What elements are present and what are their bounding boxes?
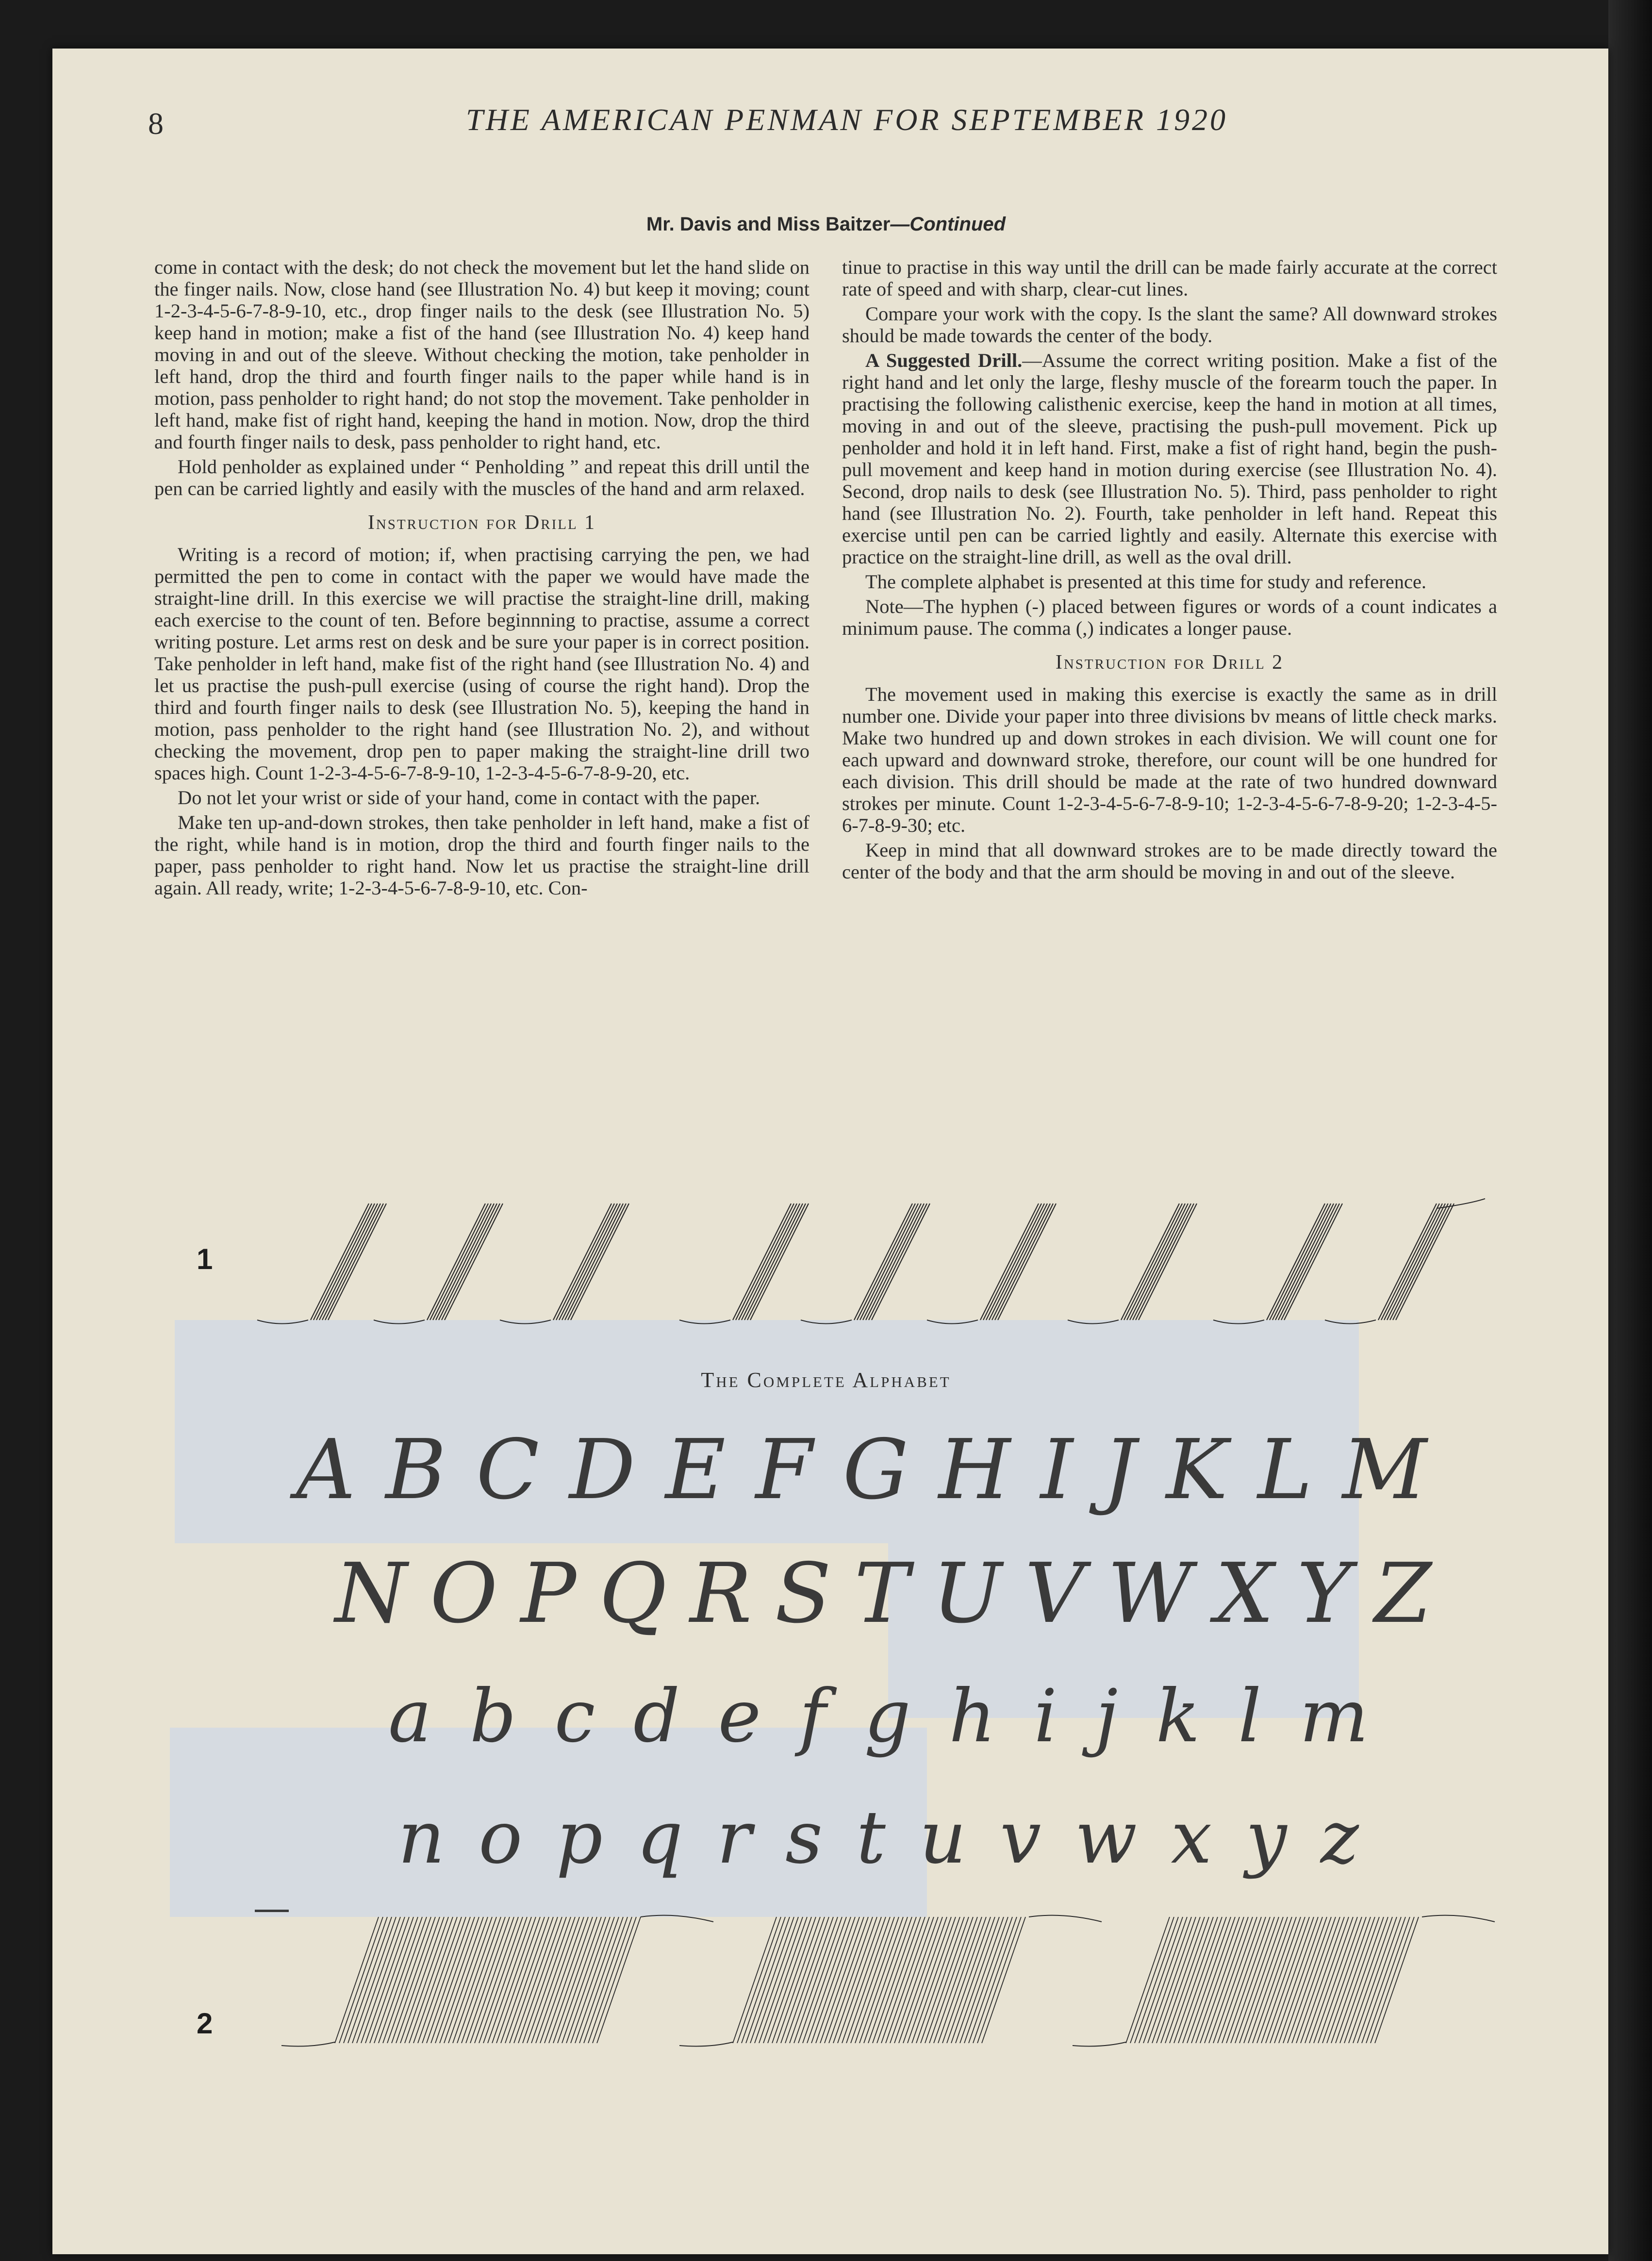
- drill1-heading: Instruction for Drill 1: [367, 512, 596, 534]
- pen-stroke: [430, 1204, 488, 1320]
- pen-stroke: [311, 1204, 369, 1320]
- pen-stroke: [559, 1204, 617, 1320]
- letter-s: s: [785, 1796, 823, 1880]
- letter-M: M: [1342, 1422, 1427, 1518]
- connecting-stroke: [1422, 1915, 1495, 1922]
- article-heading-names: Mr. Davis and Miss Baitzer: [646, 214, 891, 235]
- connecting-stroke: [801, 1320, 852, 1324]
- pen-stroke: [436, 1204, 494, 1320]
- pen-stroke: [750, 1204, 809, 1320]
- letter-L: L: [1257, 1422, 1313, 1518]
- letter-o: o: [479, 1796, 523, 1880]
- letter-p: p: [556, 1796, 603, 1880]
- letter-t: t: [856, 1796, 886, 1880]
- pen-stroke: [433, 1204, 491, 1320]
- letter-B: B: [385, 1422, 446, 1518]
- letter-Y: Y: [1297, 1546, 1352, 1642]
- pen-stroke: [1393, 1204, 1451, 1320]
- pen-stroke: [1381, 1204, 1439, 1320]
- pen-stroke: [739, 1204, 797, 1320]
- letter-K: K: [1166, 1422, 1228, 1518]
- letter-U: U: [932, 1546, 1002, 1642]
- letter-J: J: [1103, 1422, 1136, 1518]
- connecting-stroke: [1029, 1915, 1102, 1922]
- letter-n: n: [398, 1796, 445, 1880]
- letter-l: l: [1238, 1674, 1262, 1759]
- letter-E: E: [665, 1422, 726, 1518]
- pen-stroke: [866, 1204, 924, 1320]
- pen-stroke: [568, 1204, 626, 1320]
- suggested-drill-text: —Assume the correct writing position. Make a fist of the right hand and let only the large, fleshy muscle of the forearm touch the paper. In practising the following calisthenic exercise, keep the hand in motion at all times, moving in and out of the sleeve, practising the push-pull movement. Pick up penholder and hold it in left hand. First, make a fist of right hand, begin the push-pull movement and keep hand in motion during exercise (see Illustration No. 4). Second, drop nails to desk (see Illustration No. 5). Third, pass penholder to right hand (see Illustration No. 2). Fourth, take penholder in left hand. Repeat this exercise until pen can be carried lightly and easily. Alternate this exercise with practice on the straight-line drill, as well as the oval drill.: [842, 349, 1498, 568]
- letter-V: V: [1024, 1546, 1085, 1642]
- pen-stroke: [556, 1204, 614, 1320]
- pen-stroke: [1278, 1204, 1337, 1320]
- pen-stroke: [857, 1204, 915, 1320]
- letter-m: m: [1299, 1674, 1369, 1759]
- letter-i: i: [1034, 1674, 1057, 1759]
- connecting-stroke: [374, 1320, 425, 1324]
- drill-1-label: 1: [197, 1243, 213, 1275]
- drill1-paragraph-3: Make ten up-and-down strokes, then take penholder in left hand, make a fist of the right, while hand is in motion, drop the third and fourth finger nails to the paper, pass penholder to right hand. Now let us practise the straight-line drill again. All ready, write; 1-2-3-4-5-6-7-8-9-10, etc. Con-: [154, 811, 809, 899]
- connecting-stroke: [1325, 1320, 1376, 1324]
- pen-stroke: [1390, 1204, 1448, 1320]
- connecting-stroke: [927, 1320, 978, 1324]
- pen-stroke: [992, 1204, 1050, 1320]
- pen-stroke: [860, 1204, 918, 1320]
- drill1-paragraph-2: Do not let your wrist or side of your hand, come in contact with the paper.: [178, 787, 760, 809]
- suggested-drill-paragraph: [842, 349, 1497, 568]
- pen-stroke: [562, 1204, 620, 1320]
- letter-z: z: [1320, 1796, 1359, 1880]
- connecting-stroke: [1213, 1320, 1264, 1324]
- connecting-stroke: [1073, 2042, 1126, 2046]
- pen-stroke: [983, 1204, 1041, 1320]
- compact-straight-line-drill-specimen: [243, 1912, 1553, 2058]
- straight-line-drill-specimen: [243, 1199, 1485, 1344]
- letter-g: g: [864, 1674, 911, 1759]
- letter-O: O: [430, 1546, 498, 1642]
- pen-stroke: [1270, 1204, 1328, 1320]
- connecting-stroke: [679, 1320, 730, 1324]
- lowercase-row-2: [398, 1796, 1359, 1880]
- pen-stroke: [863, 1204, 921, 1320]
- pen-stroke: [1136, 1204, 1194, 1320]
- letter-e: e: [718, 1674, 761, 1759]
- right-paragraph-alphabet: The complete alphabet is presented at this time for study and reference.: [865, 571, 1427, 593]
- drill-2-label: 2: [197, 2007, 213, 2040]
- pen-stroke: [322, 1204, 380, 1320]
- pen-stroke: [1124, 1204, 1182, 1320]
- pen-stroke: [1267, 1204, 1325, 1320]
- connecting-stroke: [500, 1320, 551, 1324]
- pen-stroke: [869, 1204, 927, 1320]
- right-column: [842, 256, 1497, 883]
- letter-F: F: [755, 1422, 813, 1518]
- letter-d: d: [633, 1674, 680, 1759]
- pen-stroke: [986, 1204, 1044, 1320]
- pen-stroke: [854, 1204, 912, 1320]
- pen-stroke: [989, 1204, 1047, 1320]
- pen-stroke: [1284, 1204, 1342, 1320]
- article-heading-continued: —Continued: [890, 214, 1006, 235]
- pen-stroke: [439, 1204, 497, 1320]
- binding-edge: [1608, 0, 1652, 2261]
- letter-b: b: [469, 1674, 516, 1759]
- drill2-paragraph-2: Keep in mind that all downward strokes are to be made directly toward the center of the body and that the arm should be moving in and out of the sleeve.: [842, 839, 1497, 883]
- pen-stroke: [1378, 1204, 1437, 1320]
- letter-N: N: [335, 1546, 407, 1642]
- right-paragraph-note: Note—The hyphen (-) placed between figures or words of a count indicates a minimum pause. The comma (,) indicates a longer pause.: [842, 595, 1497, 639]
- letter-a: a: [388, 1674, 432, 1759]
- pen-stroke: [872, 1204, 930, 1320]
- right-paragraph-2: Compare your work with the copy. Is the slant the same? All downward strokes should be made towards the center of the body.: [842, 303, 1497, 347]
- letter-Q: Q: [599, 1546, 667, 1642]
- letter-H: H: [938, 1422, 1011, 1518]
- connecting-stroke: [1068, 1320, 1119, 1324]
- pen-stroke: [1272, 1204, 1331, 1320]
- pen-stroke: [1133, 1204, 1191, 1320]
- letter-c: c: [554, 1674, 595, 1759]
- lowercase-row-1: [388, 1674, 1369, 1759]
- pen-stroke: [325, 1204, 383, 1320]
- connecting-stroke: [641, 1915, 713, 1922]
- letter-y: y: [1245, 1796, 1287, 1880]
- pen-stroke: [747, 1204, 806, 1320]
- pen-stroke: [1387, 1204, 1445, 1320]
- letter-X: X: [1215, 1546, 1274, 1642]
- pen-stroke: [1130, 1204, 1188, 1320]
- pen-stroke: [565, 1204, 623, 1320]
- connecting-stroke: [257, 1320, 308, 1324]
- letter-w: w: [1074, 1796, 1138, 1880]
- alphabet-title: The Complete Alphabet: [701, 1368, 951, 1392]
- letter-R: R: [690, 1546, 752, 1642]
- letter-r: r: [716, 1796, 752, 1880]
- pen-stroke: [427, 1204, 485, 1320]
- pen-stroke: [1127, 1204, 1185, 1320]
- suggested-drill-title: A Suggested Drill.: [865, 349, 1023, 371]
- letter-P: P: [520, 1546, 577, 1642]
- pen-stroke: [736, 1204, 794, 1320]
- letter-D: D: [569, 1422, 636, 1518]
- pen-stroke: [742, 1204, 800, 1320]
- letter-W: W: [1107, 1546, 1192, 1642]
- uppercase-row-1: [296, 1422, 1427, 1518]
- letter-v: v: [1000, 1796, 1041, 1880]
- left-paragraph-2: Hold penholder as explained under “ Penholding ” and repeat this drill until the pen can be carried lightly and easily with the muscles of the hand and arm relaxed.: [154, 456, 809, 499]
- connecting-stroke: [1437, 1199, 1485, 1208]
- pen-stroke: [1281, 1204, 1339, 1320]
- left-paragraph-1: come in contact with the desk; do not check the movement but let the hand slide on the finger nails. Now, close hand (see Illustration No. 4) but keep it moving; count 1-2-3-4-5-6-7-8-9-10, etc., drop finger nails to the desk (see Illustration No. 5) keep hand in motion; make a fist of the hand (see Illustration No. 4) keep hand moving in and out of the sleeve. Without checking the motion, take penholder in left hand, drop the third and fourth finger nails to the paper while hand is in motion, pass penholder to right hand; do not stop the movement. Take penholder in left hand, make fist of right hand, keeping the hand in motion. Now, drop the third and fourth finger nails to desk, pass penholder to right hand, etc.: [154, 256, 809, 453]
- pen-stroke: [744, 1204, 803, 1320]
- running-title: THE AMERICAN PENMAN FOR SEPTEMBER 1920: [466, 102, 1228, 137]
- letter-I: I: [1040, 1422, 1074, 1518]
- drill1-paragraph-1: Writing is a record of motion; if, when practising carrying the pen, we had permitted the pen to come in contact with the paper we would have made the straight-line drill. In this exercise we will practise the straight-line drill, making each exercise to the count of ten. Before beginnning to practise, assume a correct writing posture. Let arms rest on desk and be sure your paper is in correct position. Take penholder in left hand, make fist of the right hand (see Illustration No. 4) and let us practise the push-pull exercise (using of course the right hand). Drop the third and fourth finger nails to desk (see Illustration No. 5), keeping the hand in motion, pass penholder to the right hand (see Illustration No. 2), and without checking the movement, drop pen to paper making the straight-line drill two spaces high. Count 1-2-3-4-5-6-7-8-9-10, 1-2-3-4-5-6-7-8-9-20, etc.: [154, 544, 809, 784]
- connecting-stroke: [281, 2042, 335, 2046]
- drill2-heading: Instruction for Drill 2: [1055, 651, 1284, 674]
- pen-stroke: [319, 1204, 378, 1320]
- letter-j: j: [1095, 1674, 1118, 1759]
- pen-stroke: [980, 1204, 1039, 1320]
- letter-S: S: [775, 1546, 831, 1642]
- pen-stroke: [995, 1204, 1053, 1320]
- letter-Z: Z: [1374, 1546, 1432, 1642]
- letter-T: T: [854, 1546, 909, 1642]
- page-number: 8: [148, 106, 164, 141]
- pen-stroke: [445, 1204, 503, 1320]
- uppercase-row-2: [335, 1546, 1432, 1642]
- letter-h: h: [949, 1674, 996, 1759]
- letter-G: G: [843, 1422, 909, 1518]
- letter-C: C: [476, 1422, 540, 1518]
- pen-stroke: [442, 1204, 500, 1320]
- pen-stroke: [733, 1204, 791, 1320]
- pen-stroke: [328, 1204, 386, 1320]
- letter-x: x: [1171, 1796, 1212, 1880]
- pen-stroke: [314, 1204, 372, 1320]
- drill2-paragraph-1: The movement used in making this exercise is exactly the same as in drill number one. Divide your paper into three divisions bv means of little check marks. Make two hundred up and down strokes in each division. We will count one for each upward and downward stroke, therefore, our count will be one hundred for each division. This drill should be made at the rate of two hundred downward strokes per minute. Count 1-2-3-4-5-6-7-8-9-10; 1-2-3-4-5-6-7-8-9-20; 1-2-3-4-5-6-7-8-9-30; etc.: [842, 683, 1497, 836]
- letter-u: u: [919, 1796, 966, 1880]
- letter-k: k: [1156, 1674, 1200, 1759]
- pen-stroke: [553, 1204, 611, 1320]
- connecting-stroke: [679, 2042, 733, 2046]
- letter-f: f: [799, 1674, 826, 1759]
- left-column: [154, 256, 809, 899]
- pen-stroke: [1384, 1204, 1442, 1320]
- pen-stroke: [1396, 1204, 1454, 1320]
- pen-stroke: [316, 1204, 375, 1320]
- right-paragraph-1: tinue to practise in this way until the drill can be made fairly accurate at the correct rate of speed and with sharp, clear-cut lines.: [842, 256, 1497, 300]
- pen-stroke: [1275, 1204, 1334, 1320]
- pen-stroke: [998, 1204, 1056, 1320]
- letter-A: A: [296, 1422, 356, 1518]
- pen-stroke: [1139, 1204, 1197, 1320]
- pen-stroke: [1121, 1204, 1179, 1320]
- letter-q: q: [636, 1796, 683, 1880]
- article-heading: [0, 214, 1652, 235]
- pen-stroke: [571, 1204, 629, 1320]
